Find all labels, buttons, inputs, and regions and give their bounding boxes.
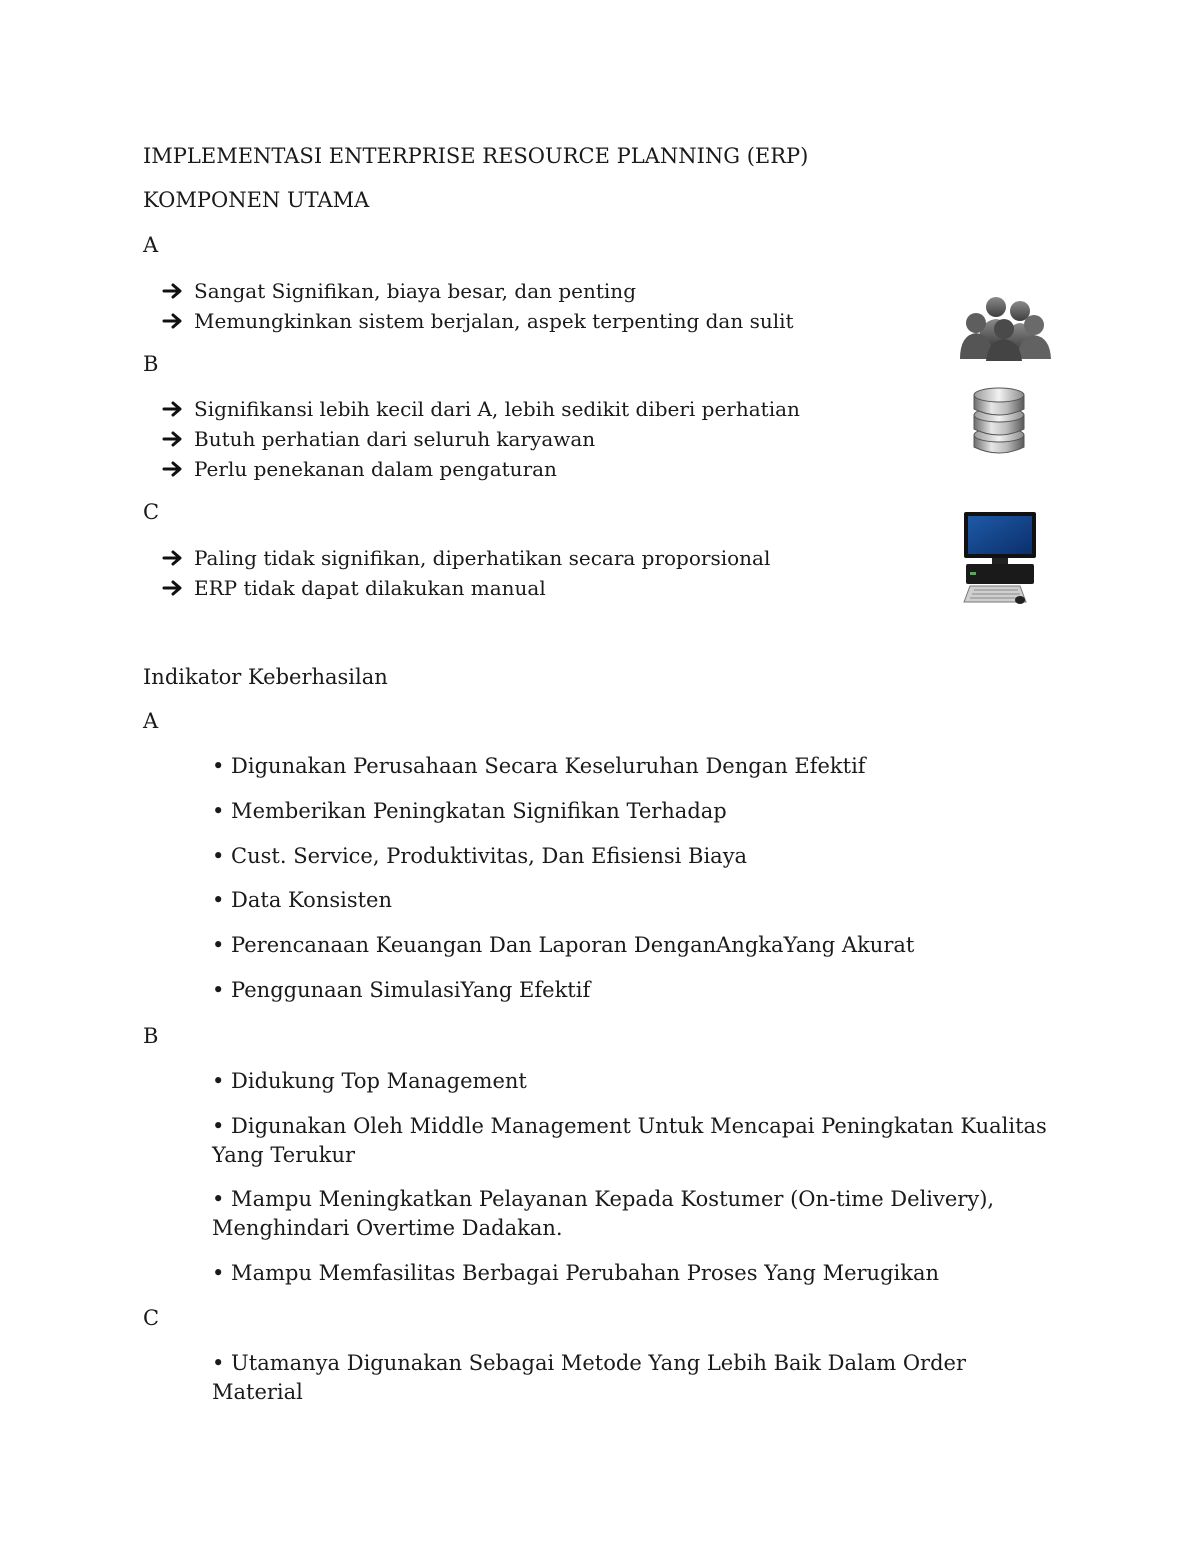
computer-icon xyxy=(960,510,1040,610)
komponen-b-item-2 xyxy=(162,426,595,452)
indikator-a-item-4: • Data Konsisten xyxy=(212,888,393,912)
komponen-a-item-1 xyxy=(162,278,636,304)
indikator-group-a-label: A xyxy=(143,709,159,733)
document-title: IMPLEMENTASI ENTERPRISE RESOURCE PLANNING (ERP) xyxy=(143,144,809,168)
komponen-a-item-2 xyxy=(162,308,794,334)
indikator-heading: Indikator Keberhasilan xyxy=(143,665,388,689)
arrow-right-icon xyxy=(162,460,194,478)
indikator-a-item-6: • Penggunaan SimulasiYang Efektif xyxy=(212,978,591,1002)
indikator-c-item-1: • Utamanya Digunakan Sebagai Metode Yang Lebih Baik Dalam Order Material xyxy=(212,1351,966,1404)
indikator-b-item-2: • Digunakan Oleh Middle Management Untuk Mencapai Peningkatan Kualitas Yang Terukur xyxy=(212,1114,1047,1167)
arrow-right-icon xyxy=(162,549,194,567)
komponen-b-item-3-text: Perlu penekanan dalam pengaturan xyxy=(194,457,557,481)
komponen-a-item-1-text: Sangat Signifikan, biaya besar, dan penting xyxy=(194,279,636,303)
indikator-group-b-label: B xyxy=(143,1024,159,1048)
komponen-b-item-1 xyxy=(162,396,800,422)
komponen-b-item-1-text: Signifikansi lebih kecil dari A, lebih sedikit diberi perhatian xyxy=(194,397,800,421)
indikator-b-item-3: • Mampu Meningkatkan Pelayanan Kepada Kostumer (On-time Delivery), Menghindari Overtime Dadakan. xyxy=(212,1187,995,1240)
komponen-b-item-3 xyxy=(162,456,557,482)
komponen-group-c-label: C xyxy=(143,500,160,524)
database-icon xyxy=(968,385,1030,461)
indikator-a-item-3: • Cust. Service, Produktivitas, Dan Efisiensi Biaya xyxy=(212,844,748,868)
indikator-a-item-1: • Digunakan Perusahaan Secara Keseluruhan Dengan Efektif xyxy=(212,754,866,778)
arrow-right-icon xyxy=(162,579,194,597)
indikator-a-item-5: • Perencanaan Keuangan Dan Laporan DenganAngkaYang Akurat xyxy=(212,933,915,957)
komponen-c-item-1 xyxy=(162,545,770,571)
komponen-c-item-2 xyxy=(162,575,546,601)
arrow-right-icon xyxy=(162,312,194,330)
indikator-b-item-1: • Didukung Top Management xyxy=(212,1069,527,1093)
indikator-group-c-label: C xyxy=(143,1306,160,1330)
komponen-c-item-1-text: Paling tidak signifikan, diperhatikan secara proporsional xyxy=(194,546,771,570)
people-icon xyxy=(958,295,1052,365)
komponen-a-item-2-text: Memungkinkan sistem berjalan, aspek terpenting dan sulit xyxy=(194,309,794,333)
indikator-b-item-4: • Mampu Memfasilitas Berbagai Perubahan Proses Yang Merugikan xyxy=(212,1261,940,1285)
komponen-group-b-label: B xyxy=(143,352,159,376)
komponen-group-a-label: A xyxy=(143,233,159,257)
indikator-a-item-2: • Memberikan Peningkatan Signifikan Terhadap xyxy=(212,799,727,823)
komponen-b-item-2-text: Butuh perhatian dari seluruh karyawan xyxy=(194,427,596,451)
komponen-heading: KOMPONEN UTAMA xyxy=(143,188,370,212)
arrow-right-icon xyxy=(162,400,194,418)
komponen-c-item-2-text: ERP tidak dapat dilakukan manual xyxy=(194,576,546,600)
arrow-right-icon xyxy=(162,282,194,300)
arrow-right-icon xyxy=(162,430,194,448)
